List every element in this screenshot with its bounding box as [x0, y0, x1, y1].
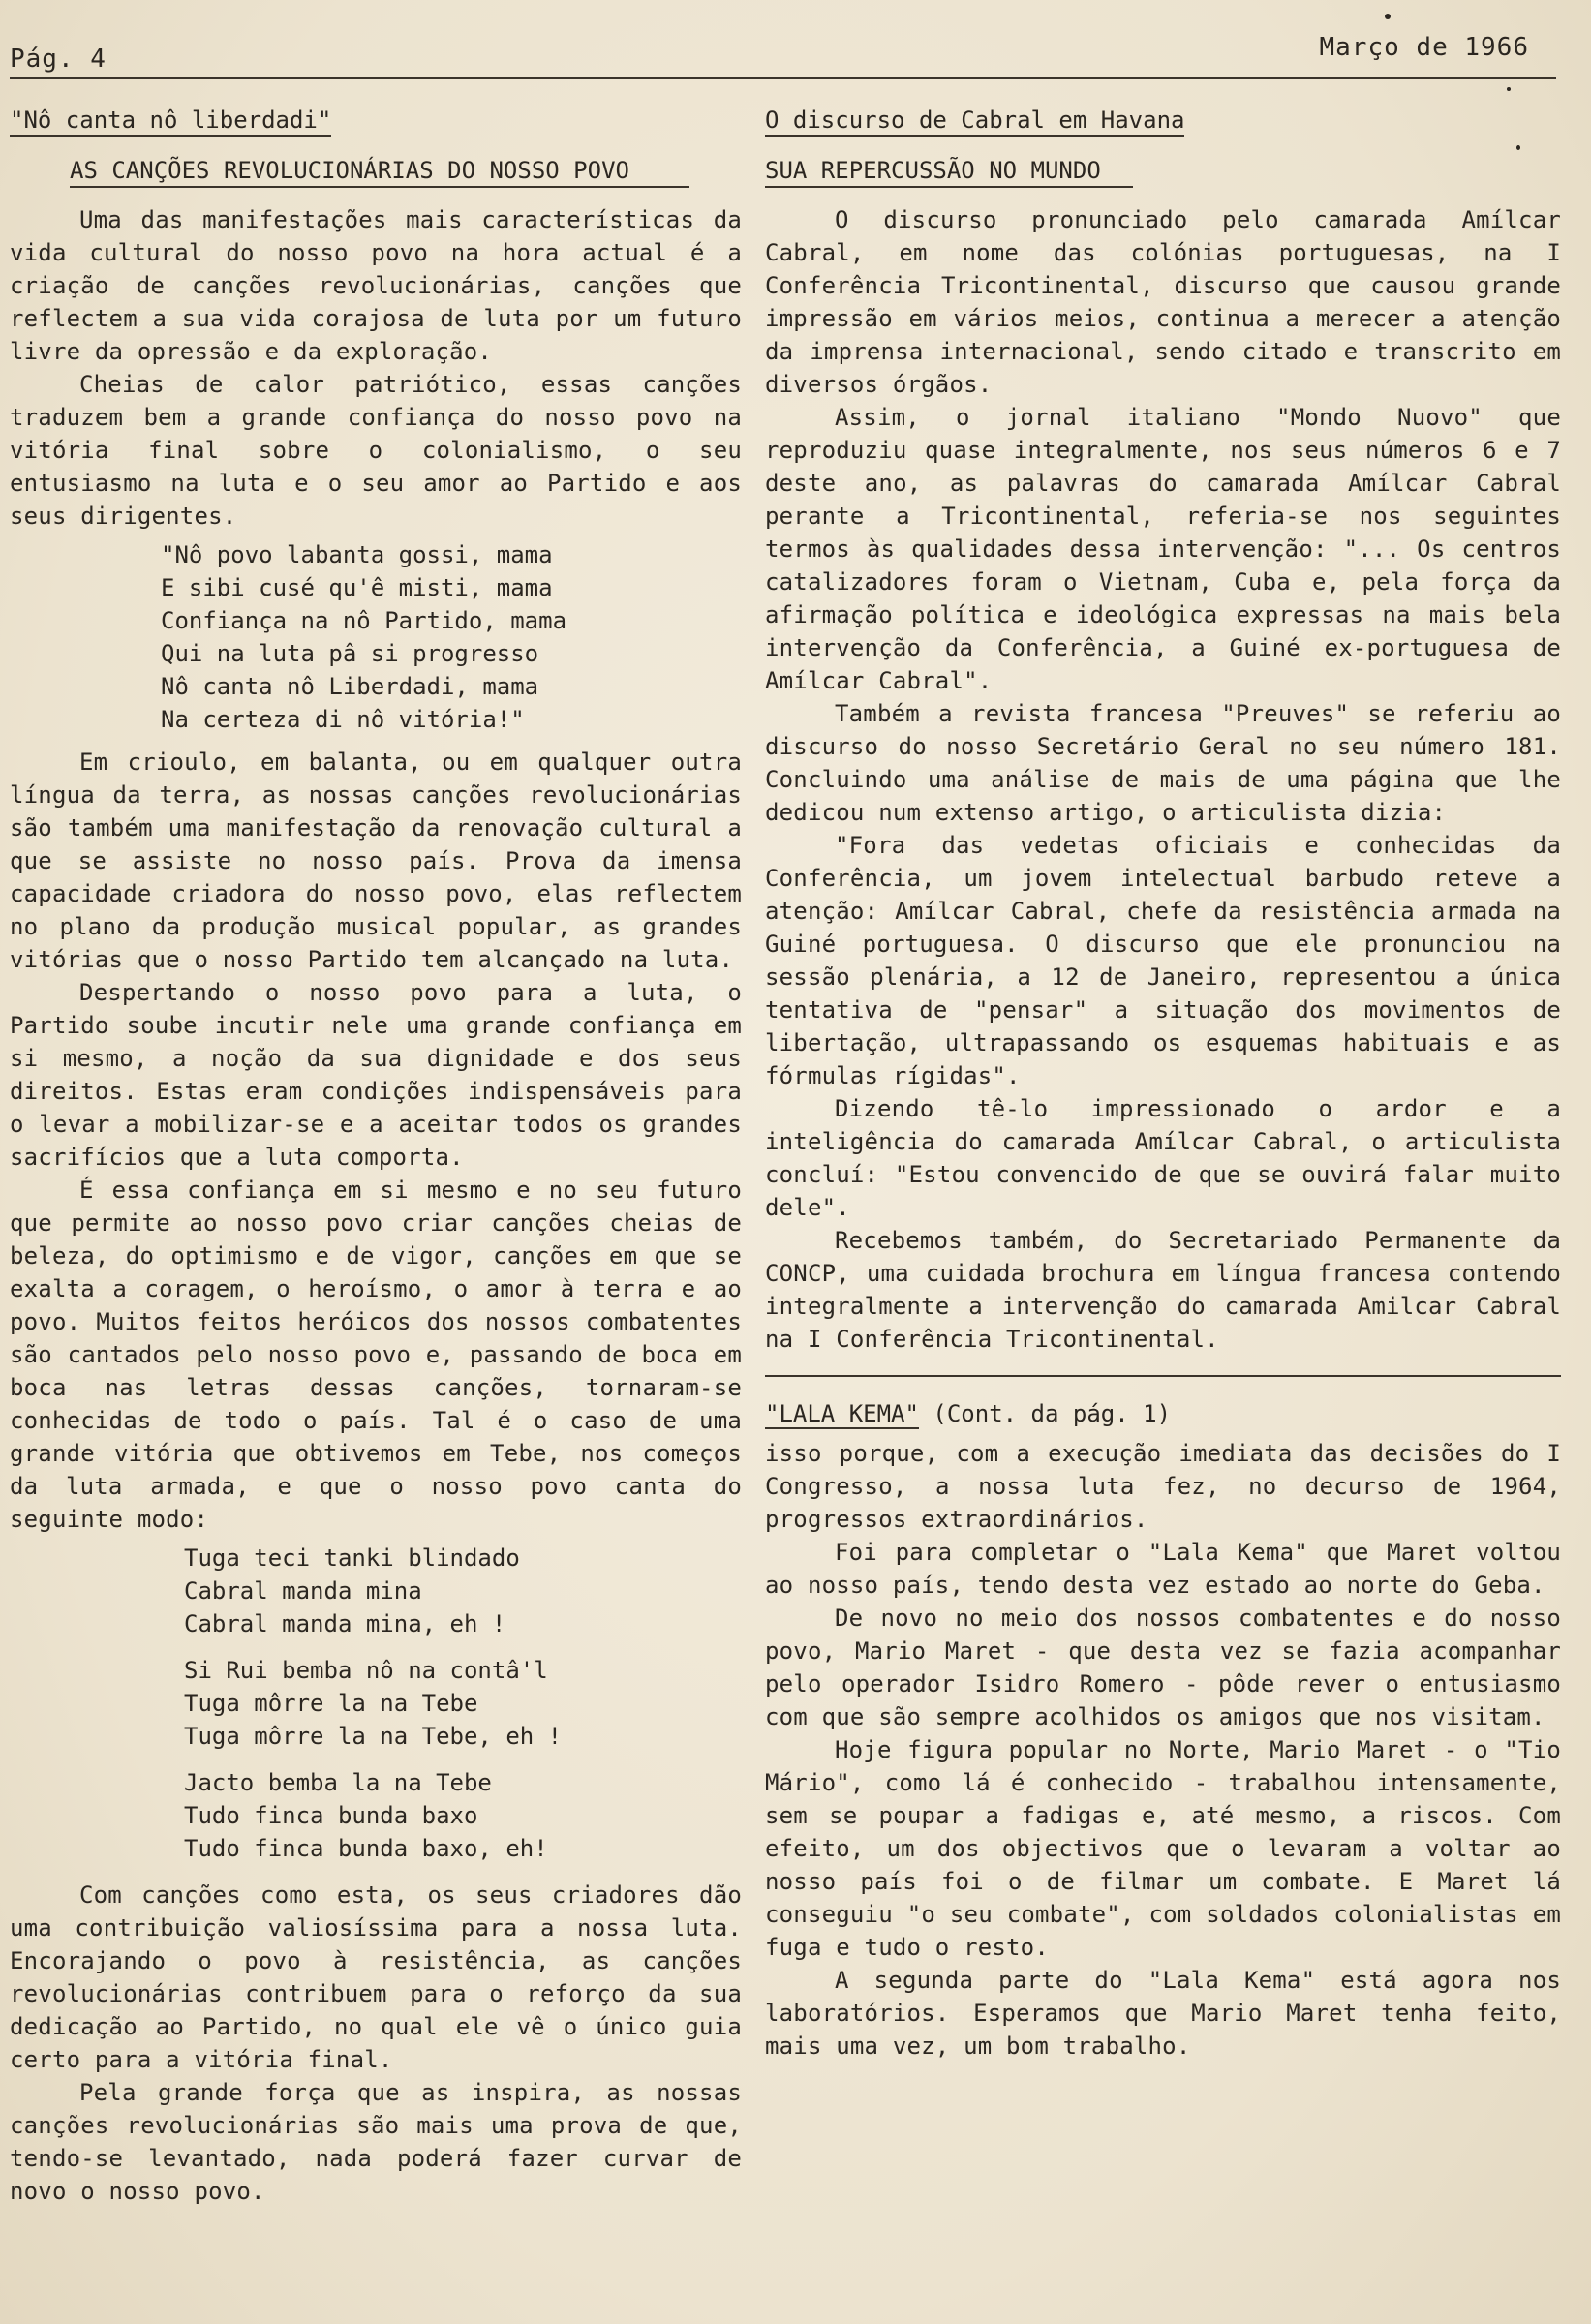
right-paragraph-5: Dizendo tê-lo impressionado o ardor e a inteligência do camarada Amílcar Cabral, o articulista concluí: "Estou convencido de que se ouvirá falar muito dele". [765, 1095, 1561, 1221]
verse-line: Qui na luta pâ si progresso [161, 640, 539, 667]
song-verse-1 [161, 538, 742, 736]
continuation-note: (Cont. da pág. 1) [933, 1400, 1172, 1427]
continuation-paragraph-2: Foi para completar o "Lala Kema" que Maret voltou ao nosso país, tendo desta vez estado ao norte do Geba. [765, 1539, 1561, 1599]
stanza [184, 1654, 742, 1753]
ink-speck [1516, 145, 1520, 150]
column-divider [765, 1375, 1561, 1377]
verse-line: Tudo finca bunda baxo, eh! [184, 1835, 548, 1862]
left-column [10, 97, 742, 2285]
right-paragraph-3: Também a revista francesa "Preuves" se referiu ao discurso do nosso Secretário Geral no seu número 181. Concluindo uma análise de mais de uma página que lhe dedicou num extenso artigo, o articulista dizia: [765, 700, 1561, 826]
continuation-title: "LALA KEMA" [765, 1400, 919, 1427]
continuation-heading [765, 1400, 1561, 1427]
left-paragraph-3: Em crioulo, em balanta, ou em qualquer outra língua da terra, as nossas canções revolucionárias são também uma manifestação da renovação cultural a que se assiste no nosso país. Prova da imensa capacidade criadora do nosso povo, elas reflectem no plano da produção musical popular, as grandes vitórias que o nosso Partido tem alcançado na luta. [10, 749, 742, 973]
verse-line: Cabral manda mina, eh ! [184, 1610, 506, 1637]
ink-speck [1385, 14, 1391, 19]
verse-line: Tudo finca bunda baxo [184, 1802, 478, 1829]
left-paragraph-5: É essa confiança em si mesmo e no seu futuro que permite ao nosso povo criar canções cheias de beleza, do optimismo e de vigor, canções em que se exalta a coragem, o heroísmo, o amor à terra e ao povo. Muitos feitos heróicos dos nossos combatentes são cantados pelo nosso povo e, passando de boca em boca nas letras dessas canções, tornaram-se conhecidas de todo o país. Tal é o caso de uma grande vitória que obtivemos em Tebe, nos começos da luta armada, e que o nosso povo canta do seguinte modo: [10, 1177, 742, 1533]
header-rule [10, 77, 1556, 79]
verse-line: Cabral manda mina [184, 1577, 422, 1605]
page-header [10, 29, 1556, 77]
verse-line: Tuga môrre la na Tebe [184, 1690, 478, 1717]
verse-line: Na certeza di nô vitória!" [161, 706, 525, 733]
right-article-title: SUA REPERCUSSÃO NO MUNDO [765, 157, 1133, 188]
continuation-paragraph-3: De novo no meio dos nossos combatentes e do nosso povo, Mario Maret - que desta vez se fazia acompanhar pelo operador Isidro Romero - pôde rever o entusiasmo com que são sempre acolhidos os amigos que nos visitam. [765, 1605, 1561, 1730]
left-article-title: AS CANÇÕES REVOLUCIONÁRIAS DO NOSSO POVO [70, 157, 689, 188]
right-paragraph-6: Recebemos também, do Secretariado Permanente da CONCP, uma cuidada brochura em língua francesa contendo integralmente a intervenção do camarada Amilcar Cabral na I Conferência Tricontinental. [765, 1227, 1561, 1353]
continuation-paragraph-5: A segunda parte do "Lala Kema" está agora nos laboratórios. Esperamos que Mario Maret tenha feito, mais uma vez, um bom trabalho. [765, 1967, 1561, 2060]
left-paragraph-6: Com canções como esta, os seus criadores dão uma contribuição valiosíssima para a nossa luta. Encorajando o povo à resistência, as canções revolucionárias contribuem para o reforço da sua dedicação ao Partido, no qual ele vê o único guia certo para a vitória final. [10, 1881, 742, 2073]
stanza [184, 1766, 742, 1865]
right-paragraph-1: O discurso pronunciado pelo camarada Amílcar Cabral, em nome das colónias portuguesas, na I Conferência Tricontinental, discurso que causou grande impressão em vários meios, continua a merecer a atenção da imprensa internacional, sendo citado e transcrito em diversos órgãos. [765, 206, 1561, 398]
continuation-paragraph-4: Hoje figura popular no Norte, Mario Maret - o "Tio Mário", como lá é conhecido - trabalhou intensamente, sem se poupar a fadigas e, até mesmo, a riscos. Com efeito, um dos objectivos que o levaram a voltar ao nosso país foi o de filmar um combate. E Maret lá conseguiu "o seu combate", com soldados colonialistas em fuga e tudo o resto. [765, 1736, 1561, 1961]
stanza [184, 1542, 742, 1640]
verse-line: Si Rui bemba nô na contâ'l [184, 1657, 548, 1684]
verse-line: Tuga môrre la na Tebe, eh ! [184, 1723, 563, 1750]
right-column [765, 97, 1561, 2285]
page-number: Pág. 4 [10, 45, 107, 74]
left-kicker: "Nô canta nô liberdadi" [10, 107, 742, 134]
verse-line: Jacto bemba la na Tebe [184, 1769, 492, 1796]
left-paragraph-1: Uma das manifestações mais características da vida cultural do nosso povo na hora actual é a criação de canções revolucionárias, canções que reflectem a sua vida corajosa de luta por um futuro livre da opressão e da exploração. [10, 206, 742, 365]
left-paragraph-7: Pela grande força que as inspira, as nossas canções revolucionárias são mais uma prova de que, tendo-se levantado, nada poderá fazer curvar de novo o nosso povo. [10, 2079, 742, 2205]
verse-line: Tuga teci tanki blindado [184, 1544, 520, 1572]
verse-line: "Nô povo labanta gossi, mama [161, 541, 553, 568]
continuation-paragraph-1: isso porque, com a execução imediata das decisões do I Congresso, a nossa luta fez, no decurso de 1964, progressos extraordinários. [765, 1440, 1561, 1533]
issue-date: Março de 1966 [1319, 33, 1529, 62]
song-verse-2 [184, 1542, 742, 1865]
right-paragraph-4: "Fora das vedetas oficiais e conhecidas da Conferência, um jovem intelectual barbudo reteve a atenção: Amílcar Cabral, chefe da resistência armada na Guiné portuguesa. O discurso que ele pronunciou na sessão plenária, a 12 de Janeiro, representou a única tentativa de "pensar" a situação dos movimentos de libertação, ultrapassando os esquemas habituais e as fórmulas rígidas". [765, 832, 1561, 1089]
right-paragraph-2: Assim, o jornal italiano "Mondo Nuovo" que reproduziu quase integralmente, nos seus números 6 e 7 deste ano, as palavras do camarada Amílcar Cabral perante a Tricontinental, referia-se nos seguintes termos às qualidades dessa intervenção: "... Os centros catalizadores foram o Vietnam, Cuba e, pela força da afirmação política e ideológica expressas na mais bela intervenção da Conferência, a Guiné ex-portuguesa de Amílcar Cabral". [765, 404, 1561, 694]
ink-speck [1507, 87, 1511, 91]
left-paragraph-4: Despertando o nosso povo para a luta, o Partido soube incutir nele uma grande confiança em si mesmo, a noção da sua dignidade e dos seus direitos. Estas eram condições indispensáveis para o levar a mobilizar-se e a aceitar todos os grandes sacrifícios que a luta comporta. [10, 979, 742, 1171]
left-paragraph-2: Cheias de calor patriótico, essas canções traduzem bem a grande confiança do nosso povo na vitória final sobre o colonialismo, o seu entusiasmo na luta e o seu amor ao Partido e aos seus dirigentes. [10, 371, 742, 530]
right-kicker: O discurso de Cabral em Havana [765, 107, 1561, 134]
verse-line: Confiança na nô Partido, mama [161, 607, 567, 634]
verse-line: E sibi cusé qu'ê misti, mama [161, 574, 553, 601]
verse-line: Nô canta nô Liberdadi, mama [161, 673, 539, 700]
